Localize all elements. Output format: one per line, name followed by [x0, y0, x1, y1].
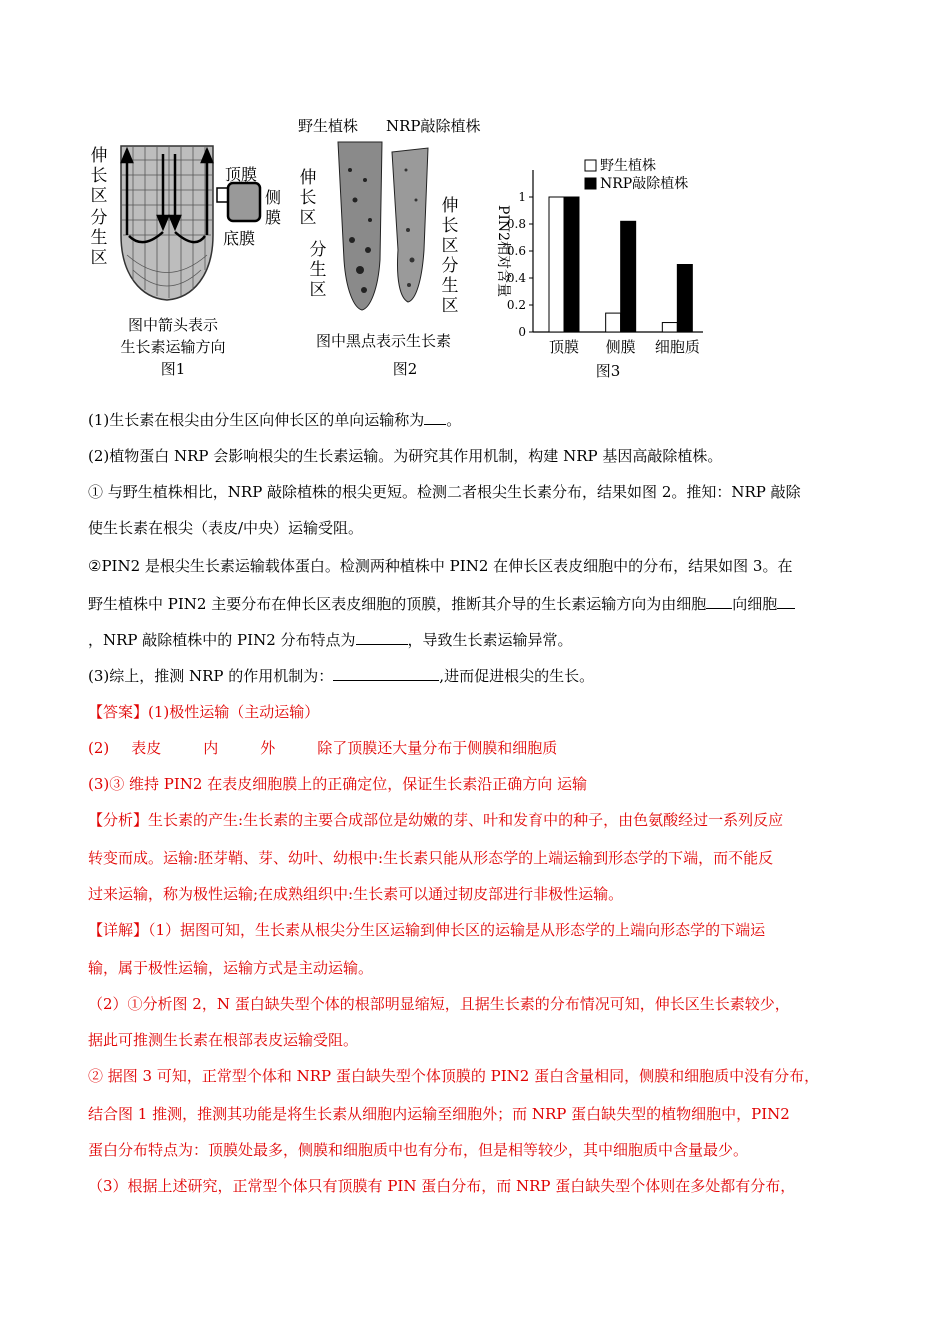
question-2: (2)植物蛋白 NRP 会影响根尖的生长素运输。为研究其作用机制，构建 NRP 基因高敲除植株。 [88, 447, 723, 465]
detail-line1: 【详解】（1）据图可知，生长素从根尖分生区运输到伸长区的运输是从形态学的上端向形态学的下端运 [88, 921, 766, 939]
question-2a-line1: ① 与野生植株相比，NRP 敲除植株的根尖更短。检测二者根尖生长素分布，结果如图 2。推知：NRP 敲除 [88, 483, 801, 501]
question-2b-line3: ，NRP 敲除植株中的 PIN2 分布特点为 ，导致生长素运输异常。 [88, 631, 573, 649]
bar-wild-2 [662, 323, 677, 332]
analysis-line3: 过来运输，称为极性运输;在成熟组织中:生长素可以通过韧皮部进行非极性运输。 [88, 885, 624, 903]
fig2-label: 图2 [392, 360, 418, 378]
fig2-left-label-elongation: 伸长区 [299, 168, 317, 228]
detail-line6: 结合图 1 推测，推测其功能是将生长素从细胞内运输至细胞外；而 NRP 蛋白缺失型的植物细胞中，PIN2 [88, 1105, 790, 1123]
fig1-label-bottom-membrane: 底膜 [223, 229, 256, 248]
fig1-label: 图1 [160, 360, 186, 378]
cell-membrane-diagram [225, 180, 265, 225]
question-2b-line1: ②PIN2 是根尖生长素运输载体蛋白。检测两种植株中 PIN2 在伸长区表皮细胞中的分布，结果如图 3。在 [88, 557, 793, 575]
y-tick-label: 0.8 [506, 217, 526, 231]
question-2a-line2: 使生长素在根尖（表皮/中央）运输受阻。 [88, 519, 364, 537]
fig2-title-nrp: NRP敲除植株 [386, 117, 481, 135]
question-3: (3)综上，推测 NRP 的作用机制为： ,进而促进根尖的生长。 [88, 667, 595, 685]
bar-nrp-0 [564, 197, 579, 332]
detail-line8: （3）根据上述研究，正常型个体只有顶膜有 PIN 蛋白分布，而 NRP 蛋白缺失型个体则在多处都有分布， [88, 1177, 796, 1195]
detail-line3: （2）①分析图 2，N 蛋白缺失型个体的根部明显缩短，且据生长素的分布情况可知，伸长区生长素较少， [88, 995, 790, 1013]
fig1-caption-line1: 图中箭头表示 [127, 316, 218, 334]
fig2-title-wild: 野生植株 [298, 117, 359, 135]
legend-swatch [585, 178, 596, 189]
pin2-bar-chart [485, 150, 710, 380]
legend-label: 野生植株 [600, 158, 656, 174]
fig3-label: 图3 [595, 362, 621, 380]
fig1-label-division: 分生区 [90, 208, 108, 268]
analysis-line2: 转变而成。运输:胚芽鞘、芽、幼叶、幼根中:生长素只能从形态学的上端运输到形态学的下端，而不能反 [88, 849, 774, 867]
answer-line3: (3)③ 维持 PIN2 在表皮细胞膜上的正确定位，保证生长素沿正确方向 运输 [88, 775, 588, 793]
y-axis-label: PIN2相对含量 [495, 204, 511, 298]
bar-wild-1 [606, 313, 621, 332]
fig1-label-side-membrane: 侧膜 [264, 188, 281, 227]
analysis-line1: 【分析】生长素的产生:生长素的主要合成部位是幼嫩的芽、叶和发育中的种子，由色氨酸经过一系列反应 [88, 811, 784, 829]
detail-line7: 蛋白分布特点为：顶膜处最多，侧膜和细胞质中也有分布，但是相等较少，其中细胞质中含量最少。 [88, 1141, 749, 1159]
y-tick-label: 0 [518, 325, 526, 339]
y-tick-label: 0.6 [506, 244, 526, 258]
y-tick-label: 0.4 [506, 271, 526, 285]
fig1-caption-line2: 生长素运输方向 [120, 338, 226, 356]
y-tick-label: 1 [518, 190, 526, 204]
answer-line1: 【答案】(1)极性运输（主动运输） [88, 703, 320, 721]
fig2-caption: 图中黑点表示生长素 [316, 332, 452, 350]
root-tip-diagram [113, 140, 233, 320]
detail-line5: ② 据图 3 可知，正常型个体和 NRP 蛋白缺失型个体顶膜的 PIN2 蛋白含量相同，侧膜和细胞质中没有分布， [88, 1067, 820, 1085]
fig2-right-label-elongation: 伸长区 [441, 196, 459, 256]
bar-wild-0 [549, 197, 564, 332]
bar-nrp-2 [677, 265, 692, 333]
root-micrographs [320, 140, 445, 315]
legend-swatch [585, 160, 596, 171]
question-2b-line2: 野生植株中 PIN2 主要分布在伸长区表皮细胞的顶膜，推断其介导的生长素运输方向为由细胞 向细胞 [88, 586, 868, 622]
y-tick-label: 0.2 [506, 298, 526, 312]
fig2-left-label-division: 分生区 [309, 240, 327, 300]
bar-nrp-1 [621, 221, 636, 332]
fig2-right-label-division: 分生区 [441, 256, 459, 316]
x-tick-label: 顶膜 [548, 338, 580, 356]
fig1-label-top-membrane: 顶膜 [225, 165, 258, 184]
x-tick-label: 细胞质 [654, 338, 700, 356]
detail-line4: 据此可推测生长素在根部表皮运输受阻。 [88, 1031, 359, 1049]
detail-line2: 输，属于极性运输，运输方式是主动运输。 [88, 959, 374, 977]
fig1-label-elongation: 伸长区 [90, 146, 108, 206]
question-1: (1)生长素在根尖由分生区向伸长区的单向运输称为 。 [88, 411, 462, 429]
x-tick-label: 侧膜 [605, 338, 636, 356]
legend-label: NRP敲除植株 [600, 176, 689, 192]
answer-line2: (2) 表皮 内 外 除了顶膜还大量分布于侧膜和细胞质 [88, 739, 558, 757]
